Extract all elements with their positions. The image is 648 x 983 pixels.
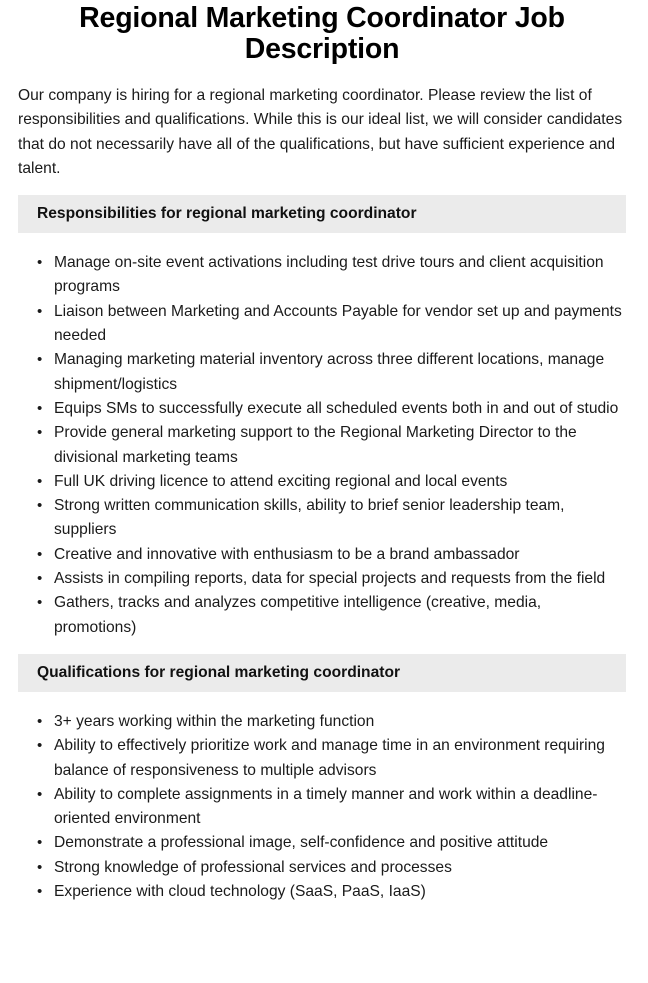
bullet-icon: • — [37, 302, 43, 320]
list-item-text: Ability to effectively prioritize work and manage time in an environment requiring balance of responsiveness to multiple advisors — [54, 737, 605, 779]
bullet-icon: • — [37, 424, 43, 442]
list-item-text: Liaison between Marketing and Accounts Payable for vendor set up and payments needed — [54, 302, 622, 345]
qualifications-section-header — [18, 654, 626, 692]
qualifications-list — [18, 710, 626, 904]
bullet-icon: • — [37, 712, 43, 730]
list-item-text: Provide general marketing support to the Regional Marketing Director to the divisional marketing teams — [54, 424, 577, 466]
list-item — [18, 543, 626, 567]
list-item — [18, 494, 626, 543]
bullet-icon: • — [37, 472, 43, 490]
list-item-text: 3+ years working within the marketing function — [54, 712, 375, 730]
list-item — [18, 880, 626, 904]
list-item-text: Creative and innovative with enthusiasm to be a brand ambassador — [54, 545, 520, 563]
list-item — [18, 397, 626, 421]
list-item — [18, 300, 626, 349]
list-item-text: Managing marketing material inventory across three different locations, manage shipment/logistics — [54, 351, 605, 393]
bullet-icon: • — [37, 570, 43, 588]
list-item-text: Strong knowledge of professional services and processes — [54, 858, 452, 876]
bullet-icon: • — [37, 399, 43, 417]
responsibilities-heading: Responsibilities for regional marketing coordinator — [37, 205, 417, 223]
list-item-text: Equips SMs to successfully execute all scheduled events both in and out of studio — [54, 399, 619, 417]
list-item — [18, 734, 626, 783]
list-item — [18, 783, 626, 832]
list-item-text: Experience with cloud technology (SaaS, PaaS, IaaS) — [54, 883, 426, 901]
bullet-icon: • — [37, 594, 43, 612]
bullet-icon: • — [37, 834, 43, 852]
bullet-icon: • — [37, 254, 43, 272]
list-item-text: Manage on-site event activations including test drive tours and client acquisition programs — [54, 254, 604, 296]
bullet-icon: • — [37, 545, 43, 563]
responsibilities-section-header — [18, 195, 626, 233]
list-item — [18, 421, 626, 470]
bullet-icon: • — [37, 883, 43, 901]
list-item — [18, 831, 626, 855]
list-item-text: Strong written communication skills, ability to brief senior leadership team, suppliers — [54, 497, 565, 539]
list-item — [18, 591, 626, 640]
bullet-icon: • — [37, 737, 43, 755]
list-item — [18, 710, 626, 734]
list-item — [18, 470, 626, 494]
list-item-text: Gathers, tracks and analyzes competitive intelligence (creative, media, promotions) — [54, 594, 542, 636]
list-item — [18, 567, 626, 591]
list-item-text: Full UK driving licence to attend exciting regional and local events — [54, 472, 508, 490]
bullet-icon: • — [37, 858, 43, 876]
list-item-text: Ability to complete assignments in a timely manner and work within a deadline-oriented environment — [54, 785, 598, 828]
list-item-text: Assists in compiling reports, data for special projects and requests from the field — [54, 570, 606, 588]
intro-paragraph: Our company is hiring for a regional marketing coordinator. Please review the list of responsibilities and qualifications. While this is our ideal list, we will consider candidates that do not necessarily have all of the qualifications, but have sufficient experience and talent. — [18, 87, 623, 177]
qualifications-heading: Qualifications for regional marketing coordinator — [37, 663, 401, 681]
list-item — [18, 856, 626, 880]
list-item — [18, 251, 626, 300]
bullet-icon: • — [37, 351, 43, 369]
list-item-text: Demonstrate a professional image, self-confidence and positive attitude — [54, 834, 549, 852]
bullet-icon: • — [37, 497, 43, 515]
responsibilities-list — [18, 251, 626, 640]
bullet-icon: • — [37, 785, 43, 803]
page-title: Regional Marketing Coordinator Job Description — [79, 2, 565, 65]
list-item — [18, 348, 626, 397]
